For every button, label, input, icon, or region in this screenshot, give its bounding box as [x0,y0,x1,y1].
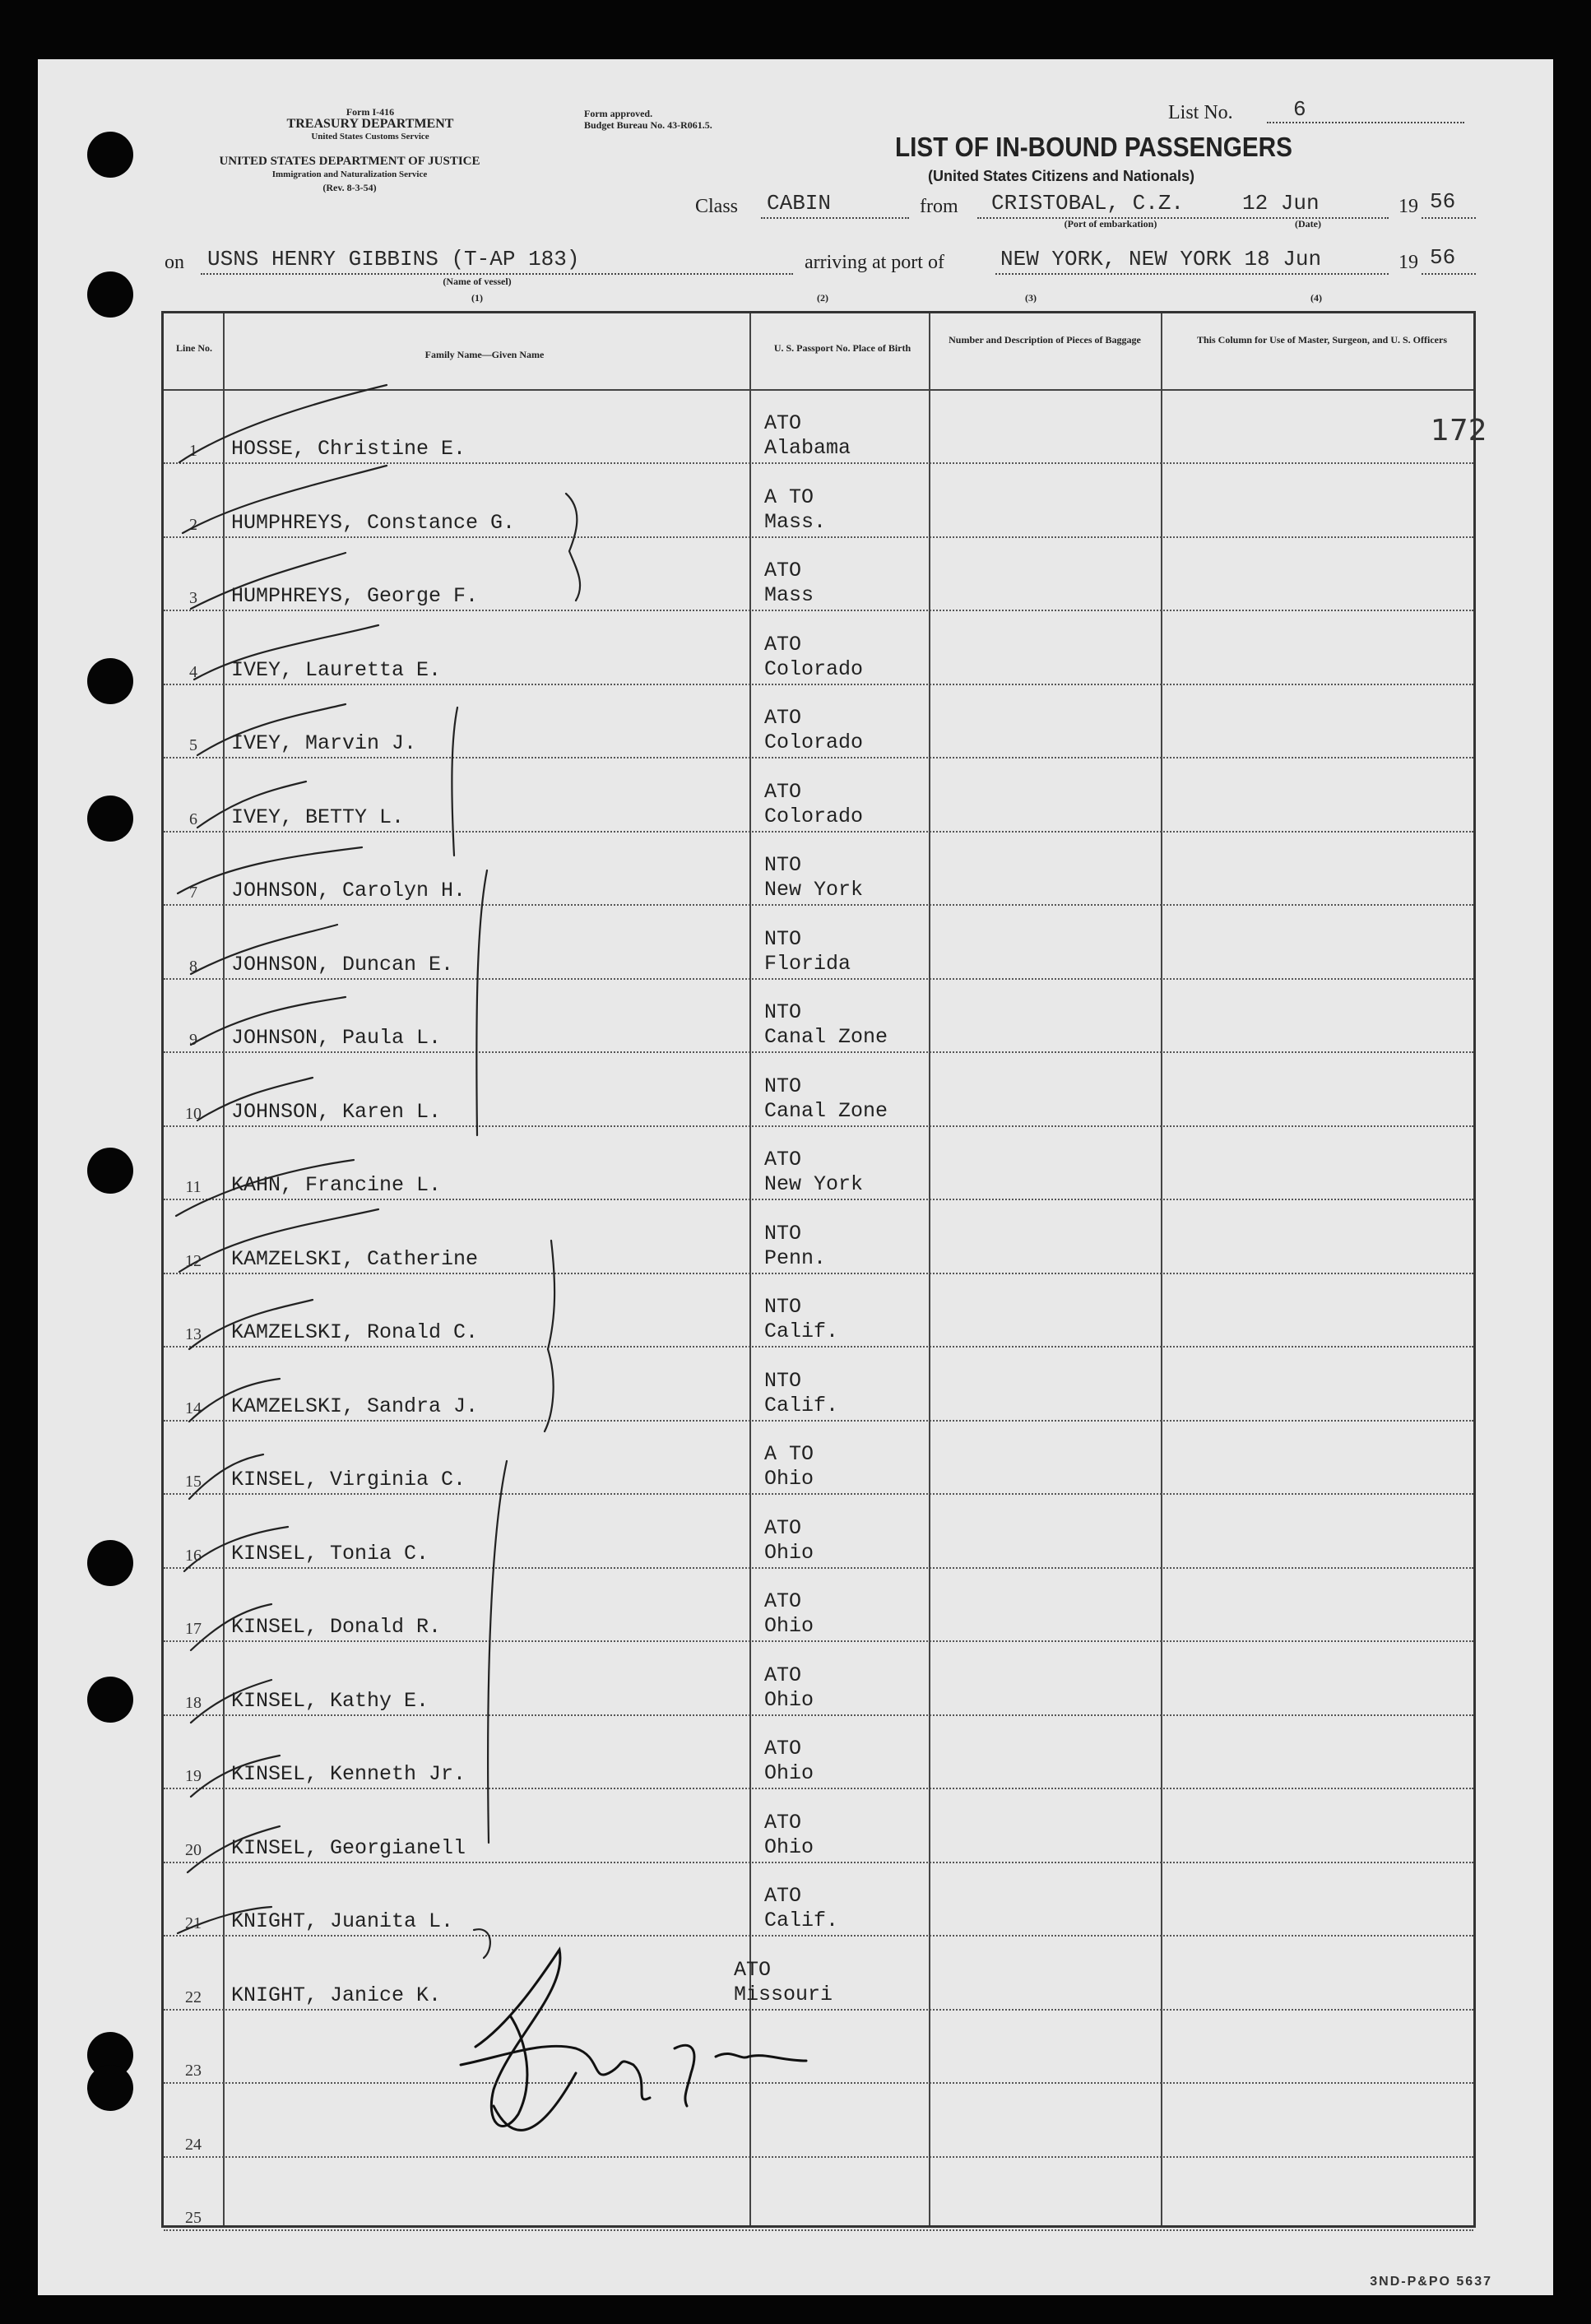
table-row [164,1199,1473,1274]
place-of-birth: Ohio [764,1540,814,1565]
passport-cell [764,1295,838,1344]
line-number: 4 [189,662,197,681]
line-number: 7 [189,884,197,902]
passenger-name: KINSEL, Donald R. [231,1615,442,1639]
place-of-birth: Colorado [764,804,864,828]
class-line [761,217,909,219]
line-number: 17 [185,1620,202,1638]
passenger-name: HUMPHREYS, Constance G. [231,510,516,535]
passport-no: ATO [734,1957,772,1982]
line-number: 1 [189,442,197,460]
table-row [164,389,1473,464]
place-of-birth: Ohio [764,1835,814,1859]
passport-cell [764,927,851,976]
place-of-birth: Colorado [764,656,864,681]
passenger-name: IVEY, BETTY L. [231,805,405,829]
passport-cell [764,1148,863,1197]
treasury-dept: TREASURY DEPARTMENT [286,117,454,131]
table-row [164,1052,1473,1127]
line-number: 3 [189,589,197,607]
passport-no: ATO [764,706,802,730]
form-number: Form I-416 [346,106,395,118]
form-approved: Form approved. [584,108,653,119]
place-of-birth: Ohio [764,1687,814,1712]
place-of-birth: Calif. [764,1909,839,1932]
passenger-name: KINSEL, Kenneth Jr. [231,1762,466,1786]
passport-no: NTO [764,1000,802,1024]
passenger-name: JOHNSON, Paula L. [231,1026,442,1050]
col-num-4: (4) [1310,292,1322,304]
line-number: 19 [185,1767,202,1785]
line-number: 18 [185,1693,202,1712]
punch-hole [87,1540,133,1586]
passport-cell [764,1811,814,1860]
passenger-name: KINSEL, Georgianell [231,1835,466,1860]
printer-code: 3ND-P&PO 5637 [1370,2275,1492,2289]
passport-no: NTO [764,1221,802,1245]
port-caption: (Port of embarkation) [1064,218,1157,230]
year-value: 56 [1430,189,1456,214]
table-row [164,1494,1473,1569]
table-row [164,1420,1473,1495]
place-of-birth: Colorado [764,731,864,754]
punch-hole [87,658,133,704]
passenger-name: JOHNSON, Carolyn H. [231,879,466,902]
place-of-birth: Ohio [764,1614,814,1638]
passport-cell [764,1074,888,1124]
line-number: 8 [189,957,197,976]
passport-no: ATO [764,779,802,804]
rev-date: (Rev. 8-3-54) [322,182,377,193]
table-row [164,978,1473,1053]
punch-hole [87,1148,133,1194]
table-row [164,831,1473,906]
line-number: 2 [189,515,197,534]
passport-no: NTO [764,853,802,877]
passenger-table [161,311,1487,2228]
on-label: on [165,252,184,273]
vessel-line [201,273,793,275]
passport-no: ATO [764,1148,802,1171]
passport-no: ATO [764,1515,802,1540]
passenger-name: KAMZELSKI, Catherine [231,1246,479,1271]
arriving-label: arriving at port of [805,252,944,273]
col-num-3: (3) [1025,292,1037,304]
passenger-name: HUMPHREYS, George F. [231,584,479,608]
line-number: 9 [189,1031,197,1049]
table-row [164,610,1473,685]
line-number: 22 [185,1988,202,2006]
place-of-birth: New York [764,1172,864,1196]
line-number: 23 [185,2062,202,2080]
passport-no: ATO [764,1589,802,1613]
vessel-caption: (Name of vessel) [443,276,512,287]
punch-hole [87,1677,133,1723]
passport-no: ATO [764,1810,802,1835]
punch-hole [87,796,133,842]
place-of-birth: Alabama [764,436,851,460]
place-of-birth: Calif. [764,1393,839,1417]
departure-date: 12 Jun [1242,191,1320,216]
line-number: 16 [185,1546,202,1565]
table-row [164,1641,1473,1716]
table-row [164,2083,1473,2158]
table-row [164,2156,1473,2231]
line-number: 14 [185,1399,202,1417]
col-header-name: Family Name—Given Name [424,349,545,360]
passenger-name: HOSSE, Christine E. [231,437,466,461]
list-no-label: List No. [1168,102,1233,123]
place-of-birth: Missouri [734,1982,833,2006]
passport-no: ATO [764,559,802,582]
table-row [164,1714,1473,1789]
arrival-year-line [1422,273,1476,275]
arrival-year: 56 [1430,245,1456,270]
passenger-name: KAMZELSKI, Sandra J. [231,1394,479,1418]
place-of-birth: Canal Zone [764,1098,888,1123]
table-row [164,463,1473,538]
passport-no: NTO [764,1074,802,1098]
line-number: 13 [185,1325,202,1343]
passport-cell [764,1737,814,1786]
table-row [164,1347,1473,1422]
col-num-2: (2) [817,292,828,304]
passenger-name: KNIGHT, Janice K. [231,1983,442,2007]
passport-cell [764,1000,888,1050]
ins-label: Immigration and Naturalization Service [271,169,428,179]
passport-cell [764,1369,838,1418]
passport-cell [764,411,851,461]
line-number: 24 [185,2135,202,2154]
class-label: Class [695,196,739,217]
passport-cell [764,1442,814,1491]
passport-no: ATO [764,632,802,656]
page-number: 172 [1431,414,1487,448]
list-no-line [1267,122,1464,123]
passport-cell [764,706,863,755]
year-line [1422,217,1476,219]
place-of-birth: Ohio [764,1761,814,1785]
passport-cell [764,853,863,902]
passport-no: NTO [764,1368,802,1393]
passenger-name: KINSEL, Tonia C. [231,1541,429,1566]
passport-cell [764,559,814,608]
passenger-name: KAMZELSKI, Ronald C. [231,1320,479,1344]
col-header-line: Line No. [175,342,212,354]
passport-cell [764,1589,814,1639]
passport-cell [764,1663,814,1713]
passport-cell [734,1958,833,2007]
passenger-name: IVEY, Marvin J. [231,731,417,755]
passport-no: NTO [764,1295,802,1319]
col-header-passport: U. S. Passport No. Place of Birth [773,342,911,354]
line-number: 10 [185,1104,202,1123]
place-of-birth: Penn. [764,1245,827,1270]
passport-no: ATO [764,411,802,435]
table-row [164,1936,1473,2011]
list-no: 6 [1293,97,1306,122]
passenger-name: KINSEL, Virginia C. [231,1468,466,1491]
passport-no: A TO [764,485,814,509]
form-subtitle: (United States Citizens and Nationals) [928,168,1195,184]
passport-cell [764,780,863,829]
from-value: CRISTOBAL, C.Z. [991,191,1185,216]
passenger-name: KNIGHT, Juanita L. [231,1909,454,1933]
passenger-name: IVEY, Lauretta E. [231,657,442,682]
table-row [164,1567,1473,1642]
line-number: 21 [185,1914,202,1932]
table-row [164,536,1473,611]
year-prefix: 19 [1399,196,1418,217]
punch-hole [87,132,133,178]
place-of-birth: New York [764,878,864,902]
table-row [164,1125,1473,1200]
place-of-birth: Mass. [764,509,827,534]
line-number: 5 [189,736,197,754]
col-header-officers: This Column for Use of Master, Surgeon, and U. S. Officers [1196,334,1447,346]
class-value: CABIN [767,191,832,216]
vessel-name: USNS HENRY GIBBINS (T-AP 183) [207,247,580,271]
passport-no: NTO [764,926,802,951]
passenger-name: KAHN, Francine L. [231,1173,442,1197]
col-num-1: (1) [471,292,483,304]
line-number: 6 [189,809,197,828]
passport-cell [764,1884,838,1933]
line-number: 15 [185,1473,202,1491]
arrival-port: NEW YORK, NEW YORK 18 Jun [1000,247,1322,271]
passenger-name: JOHNSON, Duncan E. [231,952,454,976]
line-number: 25 [185,2209,202,2227]
arrival-line [995,273,1389,275]
line-number: 11 [185,1178,202,1196]
budget-bureau: Budget Bureau No. 43-R061.5. [584,119,712,131]
from-label: from [920,196,958,217]
passenger-name: JOHNSON, Karen L. [231,1099,442,1124]
place-of-birth: Mass [764,583,814,607]
customs-service: United States Customs Service [311,132,429,141]
passport-cell [764,633,863,682]
date-caption: (Date) [1295,218,1321,230]
place-of-birth: Florida [764,951,851,976]
table-row [164,1273,1473,1348]
punch-hole [87,2065,133,2111]
passenger-name: KINSEL, Kathy E. [231,1688,429,1713]
place-of-birth: Calif. [764,1320,839,1343]
passport-cell [764,1222,826,1271]
place-of-birth: Ohio [764,1467,814,1491]
passport-no: A TO [764,1442,814,1466]
passport-cell [764,485,826,535]
table-row [164,905,1473,980]
table-row [164,1788,1473,1863]
passport-cell [764,1516,814,1566]
place-of-birth: Canal Zone [764,1025,888,1049]
table-row [164,2009,1473,2084]
table-row [164,758,1473,833]
arrival-year-prefix: 19 [1399,252,1418,273]
table-row [164,1862,1473,1937]
passport-no: ATO [764,1884,802,1908]
punch-hole [87,271,133,318]
dept-of-justice: UNITED STATES DEPARTMENT OF JUSTICE [219,155,480,168]
line-number: 12 [185,1251,202,1270]
col-header-baggage: Number and Description of Pieces of Baggage [949,334,1141,346]
form-title: LIST OF IN-BOUND PASSENGERS [895,132,1292,162]
line-number: 20 [185,1840,202,1859]
passport-no: ATO [764,1737,802,1760]
passport-no: ATO [764,1663,802,1687]
table-row [164,684,1473,758]
